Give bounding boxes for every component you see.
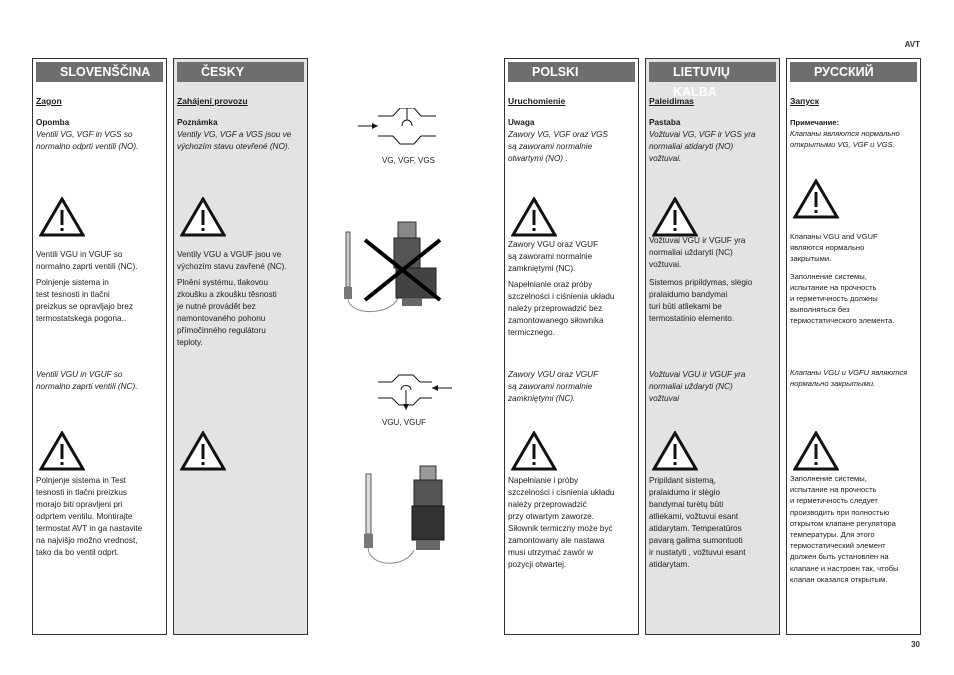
- nc-valve-text: Ventili VGU in VGUF so normalno zaprti ventili (NC).: [36, 250, 138, 271]
- warning-triangle-icon: [39, 431, 85, 471]
- warning-triangle-icon: [652, 197, 698, 237]
- column-header: SLOVENŠČINA: [36, 62, 163, 82]
- warning-triangle-icon: [511, 431, 557, 471]
- warning-triangle-icon: [793, 431, 839, 471]
- section-title: Zagon: [36, 96, 62, 106]
- nc-valve-text: Vožtuvai VGU ir VGUF yra normaliai uždaryti (NC) vožtuvai.: [649, 236, 746, 269]
- column-header: ČESKY: [177, 62, 304, 82]
- column-polski: [504, 58, 639, 635]
- warning-triangle-icon: [180, 197, 226, 237]
- valve-nc-symbol: [362, 372, 454, 414]
- note-label: Poznámka: [177, 118, 218, 127]
- section-title: Paleidimas: [649, 96, 694, 106]
- warning-triangle-icon: [652, 431, 698, 471]
- filling-text: Plnění systému, tlakovou zkoušku a zkoušku těsnosti je nutné provádět bez namontovaného pohonu přímočinného regulátoru teploty.: [177, 278, 277, 347]
- note-text: Ventily VG, VGF a VGS jsou ve výchozím stavu otevřené (NO).: [177, 130, 292, 151]
- column-header: LIETUVIŲ KALBA: [649, 62, 776, 82]
- note-label: Pastaba: [649, 118, 681, 127]
- column-lietuviu: [645, 58, 780, 635]
- column-header: РУССКИЙ: [790, 62, 917, 82]
- section-title: Запуск: [790, 96, 819, 106]
- note-label: Примечание:: [790, 118, 840, 127]
- nc-valve-italic-text: Vožtuvai VGU ir VGUF yra normaliai uždaryti (NC) vožtuvai: [649, 370, 746, 403]
- nc-valve-text: Zawory VGU oraz VGUF są zaworami normalnie zamkniętymi (NC).: [508, 240, 599, 273]
- note-label: Uwaga: [508, 118, 535, 127]
- open-valve-filling-text: Заполнение системы, испытание на прочность и герметичность следует производить при полностью открытом клапане регулятора температуры. Для этого термостатический элемент должен быть установлен на клапане и настроен так, чтобы клапан оказался открытым.: [790, 474, 899, 584]
- open-valve-filling-text: Napełnianie i próby szczelności i cisnienia układu należy przeprowadzić przy otwartym zaworze. Siłownik termiczny może być zamontowany ale nastawa musi utrzymać zawór w pozycji otwartej.: [508, 476, 615, 569]
- nc-valve-italic-text: Zawory VGU oraz VGUF są zaworami normalnie zamkniętymi (NC).: [508, 370, 599, 403]
- note-text: Клапаны являются нормально открытыми VG, VGF и VGS.: [790, 129, 900, 150]
- filling-text: Заполнение системы, испытание на прочность и герметичность должны выполняться без термостатического элемента.: [790, 271, 895, 326]
- filling-text: Napełnianie oraz próby szczelności i ciśnienia układu należy przeprowadzić bez zamontowanego siłownika termicznego.: [508, 280, 615, 337]
- note-text: Vožtuvai VG, VGF ir VGS yra normaliai atidaryti (NO) vožtuvai.: [649, 130, 756, 163]
- filling-text: Polnjenje sistema in test tesnosti in tlačni preizkus se opravljajo brez termostatskega pogona..: [36, 278, 133, 323]
- column-slovenscina: [32, 58, 167, 635]
- section-title: Zahájení provozu: [177, 96, 248, 106]
- page-number: 30: [911, 640, 920, 649]
- valve-no-label: VG, VGF, VGS: [382, 156, 435, 165]
- thermostat-actuator-crossed-image: [340, 218, 450, 318]
- section-title: Uruchomienie: [508, 96, 566, 106]
- note-text: Ventili VG, VGF in VGS so normalno odprti ventili (NO).: [36, 130, 139, 151]
- open-valve-filling-text: Pripildant sistemą, pralaidumo ir slėgio bandymai turėtų būti atliekami, vožtuvui esant atidarytam. Temperatūros pavarą galima sumontuoti ir nustatyti , vožtuvui esant atidarytam.: [649, 476, 746, 569]
- filling-text: Sistemos pripildymas, slėgio pralaidumo bandymai turi būti atliekami be termostatinio elemento.: [649, 278, 753, 323]
- column-cesky: [173, 58, 308, 635]
- valve-no-symbol: [358, 108, 448, 158]
- note-text: Zawory VG, VGF oraz VGS są zaworami normalnie otwartymi (NO) .: [508, 130, 608, 163]
- warning-triangle-icon: [793, 179, 839, 219]
- warning-triangle-icon: [180, 431, 226, 471]
- warning-triangle-icon: [39, 197, 85, 237]
- nc-valve-text: Ventily VGU a VGUF jsou ve výchozím stavu zavřené (NC).: [177, 250, 287, 271]
- warning-triangle-icon: [511, 197, 557, 237]
- nc-valve-text: Клапаны VGU and VGUF являются нормально закрытыми.: [790, 232, 878, 264]
- thermostat-actuator-image: [356, 464, 456, 574]
- brand-label: AVT: [904, 40, 920, 49]
- column-russkiy: [786, 58, 921, 635]
- nc-valve-italic-text: Ventili VGU in VGUF so normalno zaprti ventili (NC).: [36, 370, 138, 391]
- open-valve-filling-text: Polnjenje sistema in Test tesnosti in tlačni preizkus morajo biti opravljeni pri odprtem ventilu. Montirajte termostat AVT in ga nastavite na najvišjo možno vrednost, tako da bo ventil odprt.: [36, 476, 143, 557]
- nc-valve-italic-text: Клапаны VGU и VGFU являются нормально закрытыми.: [790, 368, 908, 389]
- valve-nc-label: VGU, VGUF: [382, 418, 427, 427]
- note-label: Opomba: [36, 118, 70, 127]
- column-header: POLSKI: [508, 62, 635, 82]
